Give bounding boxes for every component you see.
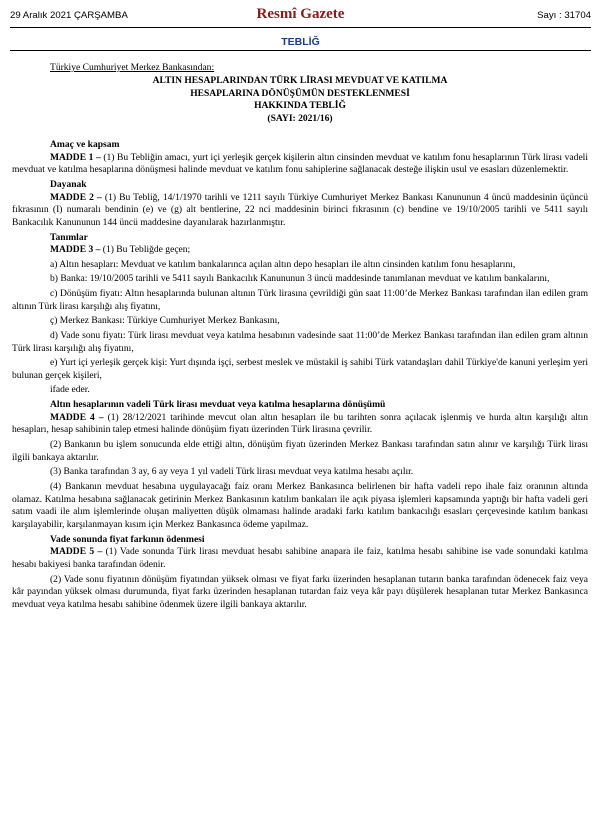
document-body [12, 62, 588, 612]
article-5-para-2: (2) Vade sonu fiyatının dönüşüm fiyatından yüksek olması ve fiyat farkı üzerinden hesaplanan tutarın banka tarafından ödenecek faiz veya kâr payından yüksek olması durumunda, fiyat farkı üzerinden hesaplanan tutardan faiz veya kâr payı düşülerek hesaplanan tutar Merkez Bankasınca mevduat veya katılma hesabı sahibine ödenmek üzere ilgili bankaya aktarılır. [12, 573, 588, 611]
article-4 [12, 412, 588, 438]
article-text: (1) Bu Tebliğde geçen; [100, 244, 191, 256]
heading-purpose: Amaç ve kapsam [50, 138, 120, 150]
section-title: TEBLİĞ [281, 36, 320, 48]
article-5 [12, 546, 588, 572]
article-4-para-4: (4) Bankanın mevduat hesabına uygulayacağı faiz oranı Merkez Bankasınca belirlenen bir hafta vadeli repo ihale faiz oranının altında olamaz. Katılma hesabına sağlanacak getirinin Merkez Bankasının katılım bankaları ile açık piyasa işlemleri kapsamında yaptığı bir hafta vadeli geri satım vaadi ile alım işlemlerinde oluşan maliyetten düşük olmaması halinde aradaki farkı katılım bankacılığı esasları çerçevesinde katılım bankası karşılayabilir, karşılanmayan kısım için Merkez Bankasınca ödeme yapılmaz. [12, 480, 588, 531]
article-2 [12, 192, 588, 230]
document-title-line: ALTIN HESAPLARINDAN TÜRK LİRASI MEVDUAT VE KATILMA [152, 74, 448, 86]
definition-c: c) Dönüşüm fiyatı: Altın hesaplarında bulunan altının Türk lirasına çevrildiği gün saat 11:00’de Merkez Bankası tarafından ilan edilen gram altının Türk lirası karşılığı alış fiyatını, [12, 287, 588, 312]
header-divider [10, 27, 591, 28]
definition-b: b) Banka: 19/10/2005 tarihli ve 5411 sayılı Bankacılık Kanununun 3 üncü maddesinde tanımlanan mevduat ve katılım bankalarını, [50, 273, 550, 285]
heading-price-difference: Vade sonunda fiyat farkının ödenmesi [50, 533, 205, 545]
heading-basis: Dayanak [50, 178, 87, 190]
definition-d: d) Vade sonu fiyatı: Türk lirası mevduat veya katılma hesabının vadesinde saat 11:00’de Merkez Bankası tarafından ilan edilen gram altının Türk lirası karşılığı alış fiyatını, [12, 329, 588, 354]
issuer: Türkiye Cumhuriyet Merkez Bankasından: [50, 62, 215, 73]
article-text: (1) Bu Tebliğ, 14/1/1970 tarihli ve 1211 sayılı Türkiye Cumhuriyet Merkez Bankası Kanununun 4 üncü maddesinin üçüncü fıkrasının (I) numaralı bendinin (e) ve (g) alt bentlerine, 22 nci maddesinin birinci fıkrasının (c) bendine ve 19/10/2005 tarihli ve 5411 sayılı Bankacılık Kanununun 144 üncü maddesine dayanılarak hazırlanmıştır. [12, 191, 589, 229]
article-3 [12, 244, 588, 257]
article-label: MADDE 5 – [50, 546, 103, 558]
page-header [10, 6, 591, 28]
document-title-line: HESAPLARINA DÖNÜŞÜMÜN DESTEKLENMESİ [190, 87, 410, 99]
section-divider [10, 50, 591, 51]
document-title-line: HAKKINDA TEBLİĞ [254, 100, 346, 112]
article-text: (1) Vade sonunda Türk lirası mevduat hesabı sahibine anapara ile faiz, katılma hesabı sahibine ise vade sonundaki katılma hesabı bakiyesi banka tarafından ödenir. [12, 546, 588, 571]
definition-a: a) Altın hesapları: Mevduat ve katılım bankalarınca açılan altın depo hesapları ile altın cinsinden katılım fonu hesaplarını, [50, 258, 516, 270]
article-text: (1) 28/12/2021 tarihinde mevcut olan altın hesapları ile bu tarihten sonra açılacak işlenmiş ve hurda altın karşılığı altın hesapları, hesap sahibinin talep etmesi halinde dönüşüm fiyatı üzerinden Türk lirasına çevrilir. [12, 411, 589, 436]
heading-definitions: Tanımlar [50, 231, 88, 243]
definition-closing: ifade eder. [50, 384, 90, 396]
article-label: MADDE 2 – [50, 191, 102, 203]
header-date: 29 Aralık 2021 ÇARŞAMBA [10, 10, 128, 21]
article-label: MADDE 1 – [50, 151, 101, 163]
document-number: (SAYI: 2021/16) [267, 113, 333, 124]
article-4-para-3: (3) Banka tarafından 3 ay, 6 ay veya 1 yıl vadeli Türk lirası mevduat veya katılma hesabı açılır. [50, 466, 414, 478]
article-label: MADDE 3 – [50, 244, 101, 256]
definition-cc: ç) Merkez Bankası: Türkiye Cumhuriyet Merkez Bankasını, [50, 315, 280, 327]
article-4-para-2: (2) Bankanın bu işlem sonucunda elde ettiği altın, dönüşüm fiyatı üzerinden Merkez Bankası tarafından satın alınır ve karşılığı Türk lirası ilgili bankaya aktarılır. [12, 439, 588, 463]
article-label: MADDE 4 – [50, 411, 104, 423]
heading-conversion: Altın hesaplarının vadeli Türk lirası mevduat veya katılma hesaplarına dönüşümü [50, 398, 386, 410]
article-text: (1) Bu Tebliğin amacı, yurt içi yerleşik gerçek kişilerin altın cinsinden mevduat ve katılım fonu hesaplarının Türk lirası vadeli mevduat ve katılma hesaplarına dönüşmesi halinde mevduat ve katılım fonu sahiplerine sağlanacak desteğe ilişkin usul ve esasları düzenlemektir. [12, 151, 588, 176]
issue-number: Sayı : 31704 [537, 10, 591, 21]
article-1 [12, 152, 588, 178]
definition-e: e) Yurt içi yerleşik gerçek kişi: Yurt dışında işçi, serbest meslek ve müstakil iş sahibi Türk vatandaşları dahil Türkiye'de kanuni yerleşim yeri bulunan gerçek kişileri, [12, 357, 588, 381]
gazette-title: Resmî Gazete [256, 6, 345, 22]
